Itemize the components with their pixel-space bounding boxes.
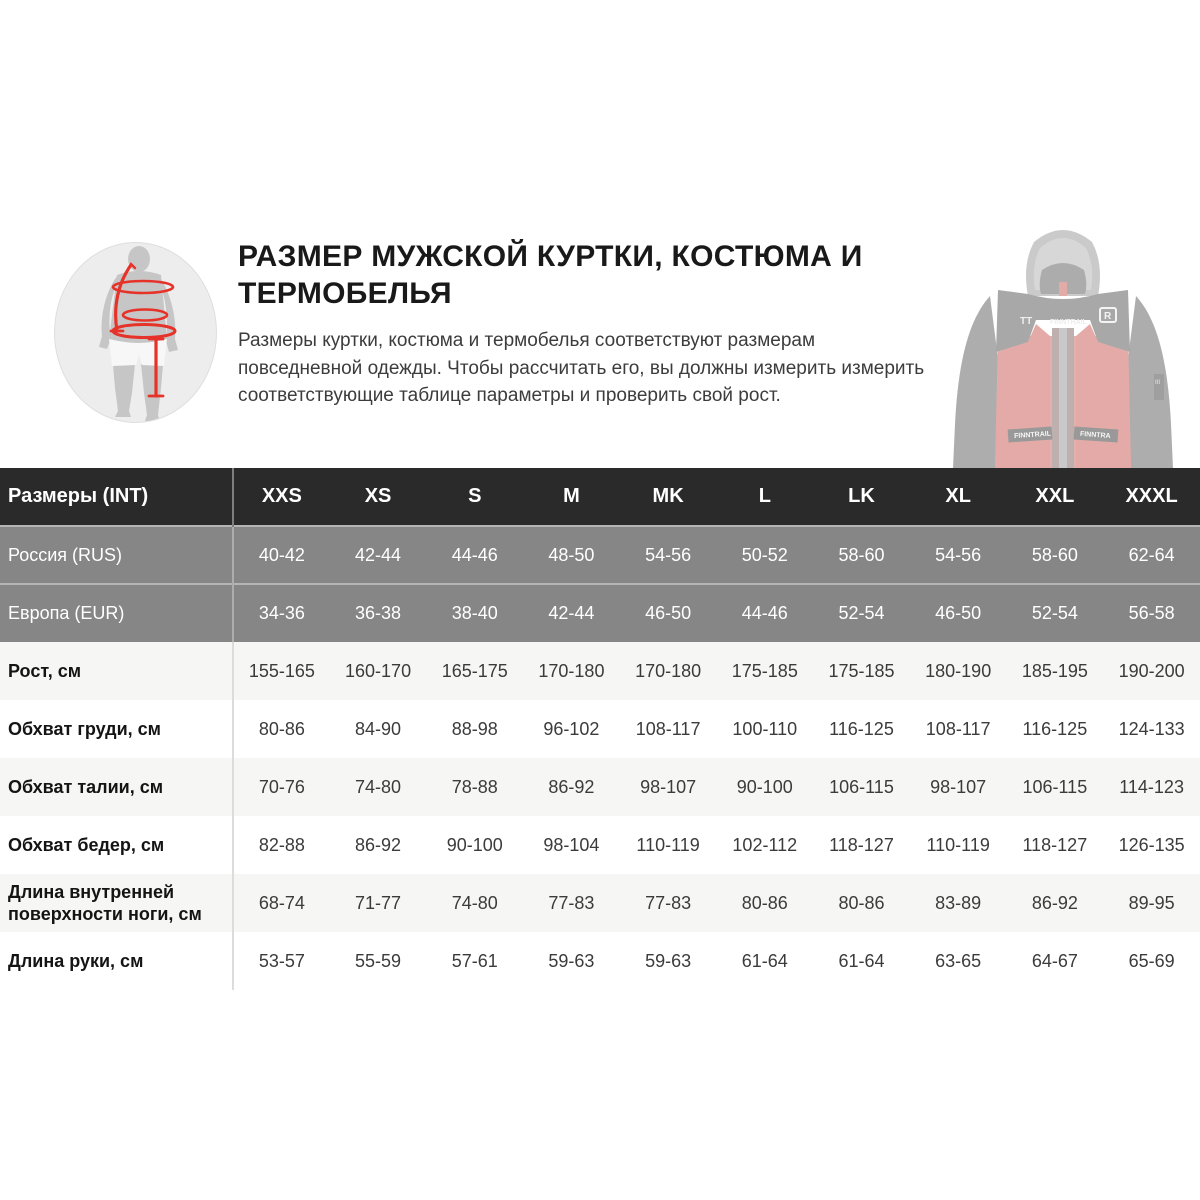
size-value-cell: 175-185 — [716, 642, 813, 700]
size-value-cell: 165-175 — [426, 642, 523, 700]
size-value-cell: 118-127 — [1007, 816, 1104, 874]
size-column-header: L — [716, 468, 813, 526]
svg-text:FINNTRAIL: FINNTRAIL — [1050, 319, 1087, 326]
size-value-cell: 98-104 — [523, 816, 620, 874]
size-table-body — [0, 526, 1200, 990]
size-value-cell: 58-60 — [813, 526, 910, 584]
page-description: Размеры куртки, костюма и термобелья соответствуют размерам повседневной одежды. Чтобы рассчитать его, вы должны измерить измерить соответствующие таблице параметры и проверить свой рост. — [238, 330, 925, 406]
size-value-cell: 108-117 — [620, 700, 717, 758]
size-value-cell: 58-60 — [1007, 526, 1104, 584]
size-value-cell: 59-63 — [523, 932, 620, 990]
table-header-label: Размеры (INT) — [0, 468, 233, 526]
size-value-cell: 42-44 — [330, 526, 427, 584]
size-value-cell: 78-88 — [426, 758, 523, 816]
size-value-cell: 86-92 — [1007, 874, 1104, 932]
size-value-cell: 80-86 — [233, 700, 330, 758]
size-value-cell: 57-61 — [426, 932, 523, 990]
size-value-cell: 118-127 — [813, 816, 910, 874]
size-value-cell: 110-119 — [910, 816, 1007, 874]
size-value-cell: 56-58 — [1103, 584, 1200, 642]
size-column-header: S — [426, 468, 523, 526]
size-column-header: XXXL — [1103, 468, 1200, 526]
size-value-cell: 100-110 — [716, 700, 813, 758]
table-header-row — [0, 468, 1200, 526]
size-value-cell: 59-63 — [620, 932, 717, 990]
size-value-cell: 175-185 — [813, 642, 910, 700]
size-value-cell: 190-200 — [1103, 642, 1200, 700]
size-table — [0, 468, 1200, 990]
size-value-cell: 86-92 — [330, 816, 427, 874]
row-label: Обхват бедер, см — [0, 816, 233, 874]
size-value-cell: 102-112 — [716, 816, 813, 874]
table-row — [0, 642, 1200, 700]
size-value-cell: 170-180 — [620, 642, 717, 700]
size-value-cell: 36-38 — [330, 584, 427, 642]
table-row — [0, 932, 1200, 990]
size-value-cell: 50-52 — [716, 526, 813, 584]
size-value-cell: 65-69 — [1103, 932, 1200, 990]
size-value-cell: 116-125 — [1007, 700, 1104, 758]
size-value-cell: 74-80 — [426, 874, 523, 932]
size-value-cell: 82-88 — [233, 816, 330, 874]
size-value-cell: 180-190 — [910, 642, 1007, 700]
size-column-header: XL — [910, 468, 1007, 526]
size-value-cell: 74-80 — [330, 758, 427, 816]
size-value-cell: 70-76 — [233, 758, 330, 816]
size-value-cell: 63-65 — [910, 932, 1007, 990]
size-value-cell: 83-89 — [910, 874, 1007, 932]
size-value-cell: 61-64 — [813, 932, 910, 990]
size-value-cell: 34-36 — [233, 584, 330, 642]
size-value-cell: 80-86 — [813, 874, 910, 932]
intro-section — [238, 238, 940, 410]
table-row — [0, 758, 1200, 816]
size-value-cell: 55-59 — [330, 932, 427, 990]
size-value-cell: 98-107 — [620, 758, 717, 816]
size-value-cell: 124-133 — [1103, 700, 1200, 758]
size-value-cell: 48-50 — [523, 526, 620, 584]
size-value-cell: 98-107 — [910, 758, 1007, 816]
svg-text:R: R — [1104, 311, 1112, 322]
size-value-cell: 160-170 — [330, 642, 427, 700]
size-value-cell: 77-83 — [620, 874, 717, 932]
size-column-header: M — [523, 468, 620, 526]
size-value-cell: 84-90 — [330, 700, 427, 758]
size-value-cell: 80-86 — [716, 874, 813, 932]
body-measurement-diagram — [54, 242, 217, 423]
size-value-cell: 110-119 — [620, 816, 717, 874]
table-row — [0, 816, 1200, 874]
size-value-cell: 54-56 — [620, 526, 717, 584]
jacket-illustration — [938, 224, 1188, 468]
size-value-cell: 90-100 — [716, 758, 813, 816]
body-silhouette-icon — [55, 243, 217, 423]
product-jacket-image — [938, 224, 1188, 468]
size-value-cell: 108-117 — [910, 700, 1007, 758]
size-value-cell: 53-57 — [233, 932, 330, 990]
size-value-cell: 114-123 — [1103, 758, 1200, 816]
size-value-cell: 40-42 — [233, 526, 330, 584]
size-value-cell: 61-64 — [716, 932, 813, 990]
size-value-cell: 96-102 — [523, 700, 620, 758]
size-value-cell: 86-92 — [523, 758, 620, 816]
svg-text:FINNTRAIL: FINNTRAIL — [1013, 430, 1052, 441]
table-row — [0, 526, 1200, 584]
size-column-header: XXS — [233, 468, 330, 526]
size-value-cell: 106-115 — [1007, 758, 1104, 816]
table-row — [0, 700, 1200, 758]
table-row — [0, 874, 1200, 932]
size-value-cell: 52-54 — [1007, 584, 1104, 642]
svg-text:III: III — [1155, 380, 1161, 386]
row-label: Европа (EUR) — [0, 584, 233, 642]
size-value-cell: 42-44 — [523, 584, 620, 642]
size-value-cell: 46-50 — [620, 584, 717, 642]
size-value-cell: 68-74 — [233, 874, 330, 932]
row-label: Обхват талии, см — [0, 758, 233, 816]
size-value-cell: 90-100 — [426, 816, 523, 874]
size-value-cell: 54-56 — [910, 526, 1007, 584]
size-value-cell: 89-95 — [1103, 874, 1200, 932]
size-value-cell: 126-135 — [1103, 816, 1200, 874]
page-title: РАЗМЕР МУЖСКОЙ КУРТКИ, КОСТЮМА И ТЕРМОБЕЛЬЯ — [238, 240, 863, 310]
size-column-header: XXL — [1007, 468, 1104, 526]
row-label: Длина внутренней поверхности ноги, см — [0, 874, 233, 932]
size-value-cell: 106-115 — [813, 758, 910, 816]
size-value-cell: 170-180 — [523, 642, 620, 700]
size-table-head — [0, 468, 1200, 526]
size-value-cell: 62-64 — [1103, 526, 1200, 584]
size-value-cell: 88-98 — [426, 700, 523, 758]
size-value-cell: 185-195 — [1007, 642, 1104, 700]
size-value-cell: 71-77 — [330, 874, 427, 932]
size-value-cell: 46-50 — [910, 584, 1007, 642]
size-value-cell: 44-46 — [426, 526, 523, 584]
size-column-header: XS — [330, 468, 427, 526]
row-label: Рост, см — [0, 642, 233, 700]
size-value-cell: 44-46 — [716, 584, 813, 642]
size-column-header: LK — [813, 468, 910, 526]
row-label: Обхват груди, см — [0, 700, 233, 758]
svg-text:ТТ: ТТ — [1020, 316, 1033, 327]
size-value-cell: 155-165 — [233, 642, 330, 700]
size-value-cell: 64-67 — [1007, 932, 1104, 990]
row-label: Россия (RUS) — [0, 526, 233, 584]
size-value-cell: 38-40 — [426, 584, 523, 642]
table-row — [0, 584, 1200, 642]
size-value-cell: 52-54 — [813, 584, 910, 642]
size-value-cell: 77-83 — [523, 874, 620, 932]
size-value-cell: 116-125 — [813, 700, 910, 758]
size-column-header: MK — [620, 468, 717, 526]
svg-text:FINNTRA: FINNTRA — [1079, 430, 1111, 441]
row-label: Длина руки, см — [0, 932, 233, 990]
